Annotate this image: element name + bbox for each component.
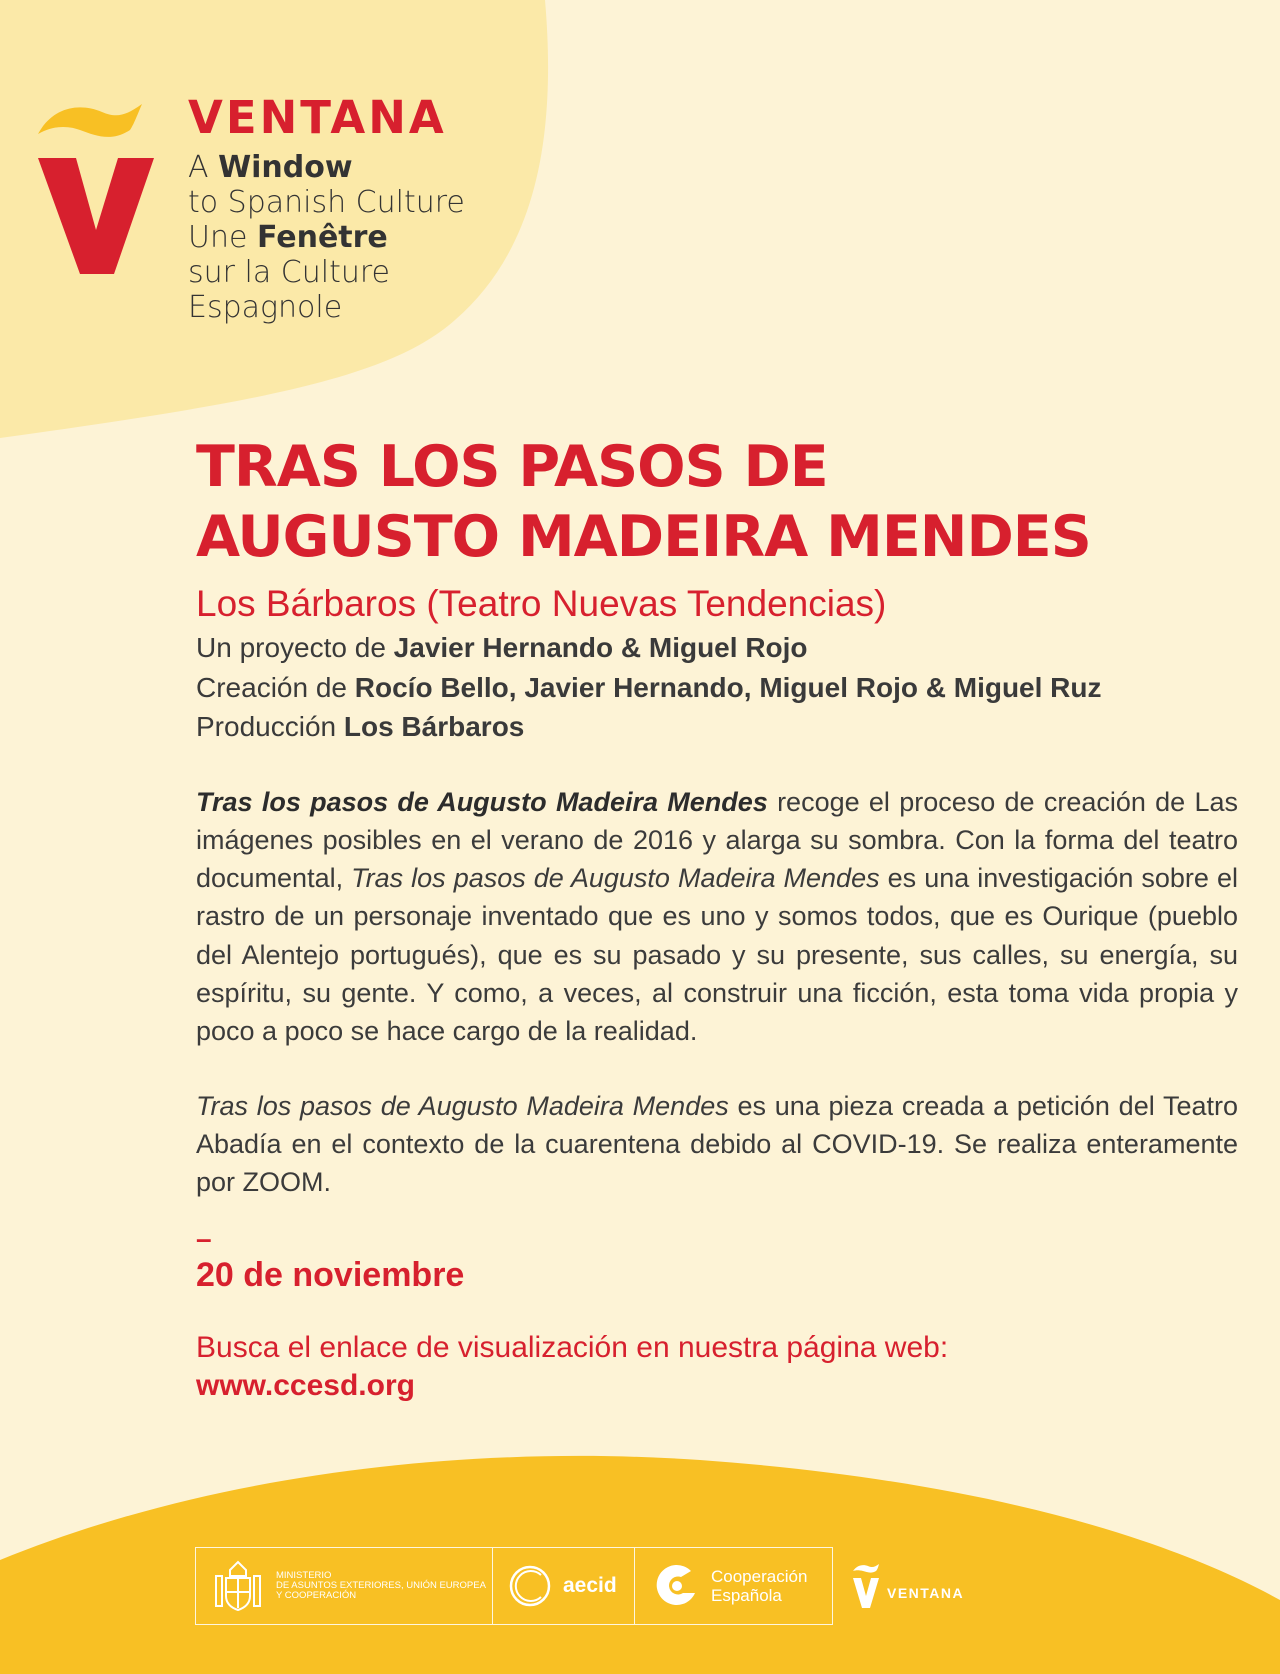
event-date: 20 de noviembre: [196, 1256, 465, 1295]
cooperacion-line: Cooperación: [711, 1567, 808, 1586]
work-title: Tras los pasos de Augusto Madeira Mendes: [196, 786, 768, 817]
event-subtitle: Los Bárbaros (Teatro Nuevas Tendencias): [196, 583, 887, 624]
credit-label: Producción: [196, 711, 344, 742]
link-prompt: Busca el enlace de visualización en nuestra página web:: [196, 1331, 949, 1365]
cooperacion-name: [711, 1567, 807, 1605]
tagline-text: Espagnole: [188, 290, 343, 325]
footer-logos: [195, 1546, 973, 1626]
ventana-logo-icon: [30, 96, 160, 286]
credit-value: Javier Hernando & Miguel Rojo: [393, 632, 808, 663]
body-text: recoge el proceso de creación de Las imágenes posibles en el verano de 2016 y alarga su sombra. Con la forma del teatro documental,: [196, 786, 1238, 894]
description-paragraph: [196, 1087, 1238, 1202]
cooperacion-icon: [651, 1561, 701, 1611]
event-title: [196, 432, 1238, 572]
body-text: es una pieza creada a petición del Teatro Abadía en el contexto de la cuarentena debido al COVID-19. Se realiza enteramente por ZOOM.: [196, 1090, 1239, 1198]
ventana-small-logo: [833, 1547, 973, 1625]
ministry-name: [276, 1571, 486, 1601]
credit-line: [196, 628, 1238, 668]
tagline-text: sur la Culture: [188, 255, 390, 290]
main-content: [196, 432, 1238, 1405]
credit-value: Rocío Bello, Javier Hernando, Miguel Rojo & Miguel Ruz: [354, 671, 1102, 703]
tagline-bold: Window: [218, 150, 353, 185]
divider-dash: –: [196, 1223, 212, 1255]
work-title: Tras los pasos de Augusto Madeira Mendes: [351, 863, 880, 894]
coat-of-arms-icon: [210, 1558, 266, 1614]
aecid-name: aecid: [563, 1574, 617, 1597]
description-paragraph: [196, 783, 1238, 1051]
work-title: Tras los pasos de Augusto Madeira Mendes: [196, 1090, 729, 1121]
credit-value: Los Bárbaros: [343, 711, 525, 742]
credit-line: [196, 707, 1238, 747]
ministry-logo: [195, 1547, 493, 1625]
brand-block: [188, 91, 465, 325]
ventana-small-name: VENTANA: [887, 1585, 965, 1601]
title-line: AUGUSTO MADEIRA MENDES: [196, 504, 1091, 570]
tagline-text: to Spanish Culture: [188, 185, 465, 220]
credit-label: Creación de: [196, 671, 355, 703]
title-line: TRAS LOS PASOS DE: [196, 434, 828, 500]
ministry-line: DE ASUNTOS EXTERIORES, UNIÓN EUROPEA: [276, 1580, 486, 1591]
ministry-line: Y COOPERACIÓN: [276, 1590, 357, 1601]
tagline: [188, 150, 465, 325]
tagline-text: A: [188, 150, 219, 185]
cooperacion-line: Española: [711, 1586, 782, 1605]
credit-label: Un proyecto de: [196, 632, 394, 663]
aecid-logo: [493, 1547, 635, 1625]
website-link[interactable]: www.ccesd.org: [196, 1369, 415, 1403]
credits: [196, 628, 1238, 747]
body-text: es una investigación sobre el rastro de un personaje inventado que es uno y somos todos, que es Ourique (pueblo del Alentejo portugués), que es su pasado y su presente, sus calles, su energía, su espíritu, su gente. Y como, a veces, al construir una ficción, esta toma vida propia y poco a poco se hace cargo de la realidad.: [196, 863, 1238, 1047]
credit-line: [196, 668, 1238, 708]
tagline-bold: Fenêtre: [256, 220, 388, 255]
ventana-small-icon: [851, 1562, 881, 1610]
aecid-icon: [507, 1563, 553, 1609]
cooperacion-logo: [635, 1547, 833, 1625]
tagline-text: Une: [188, 220, 257, 255]
ministry-line: MINISTERIO: [276, 1570, 332, 1581]
brand-name: VENTANA: [188, 91, 447, 144]
